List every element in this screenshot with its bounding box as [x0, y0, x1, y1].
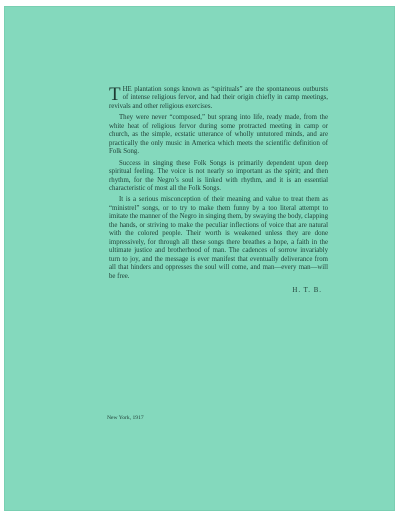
author-initials: H. T. B.: [292, 286, 322, 294]
paragraph-1: [109, 86, 328, 111]
paragraph-4: It is a serious misconception of their meaning and value to treat them as “ministrel” songs, or to try to make them funny by a too literal attempt to imitate the manner of the Negro in singing them, by swaying the body, clapping the hands, or striving to make the peculiar inflections of voice that are natural with the colored people. Their worth is weakened unless they are done impressively, for through all these songs there breathes a hope, a faith in the ultimate justice and brotherhood of man. The cadences of sorrow invariably turn to joy, and the message is ever manifest that eventually deliverance from all that hinders and oppresses the soul will come, and man—every man—will be free.: [109, 196, 328, 280]
paragraph-1-text: HE plantation songs known as “spirituals” are the spontaneous outbursts of intense religious fervor, and had their origin chiefly in camp meetings, revivals and other religious exercises.: [109, 86, 328, 110]
paragraph-2: They were never “composed,” but sprang into life, ready made, from the white heat of religious fervor during some protracted meeting in camp or church, as the simple, ecstatic utterance of wholly untutored minds, and are practically the only music in America which meets the scientific definition of Folk Song.: [109, 114, 328, 156]
drop-cap: T: [109, 84, 121, 105]
text-block: [109, 86, 328, 295]
page: [4, 6, 395, 511]
paragraph-3: Success in singing these Folk Songs is primarily dependent upon deep spiritual feeling. The voice is not nearly so important as the spirit; and then rhythm, for the Negro’s soul is linked with rhythm, and it is an essential characteristic of most all the Folk Songs.: [109, 159, 328, 192]
place-date: New York, 1917: [107, 415, 144, 421]
